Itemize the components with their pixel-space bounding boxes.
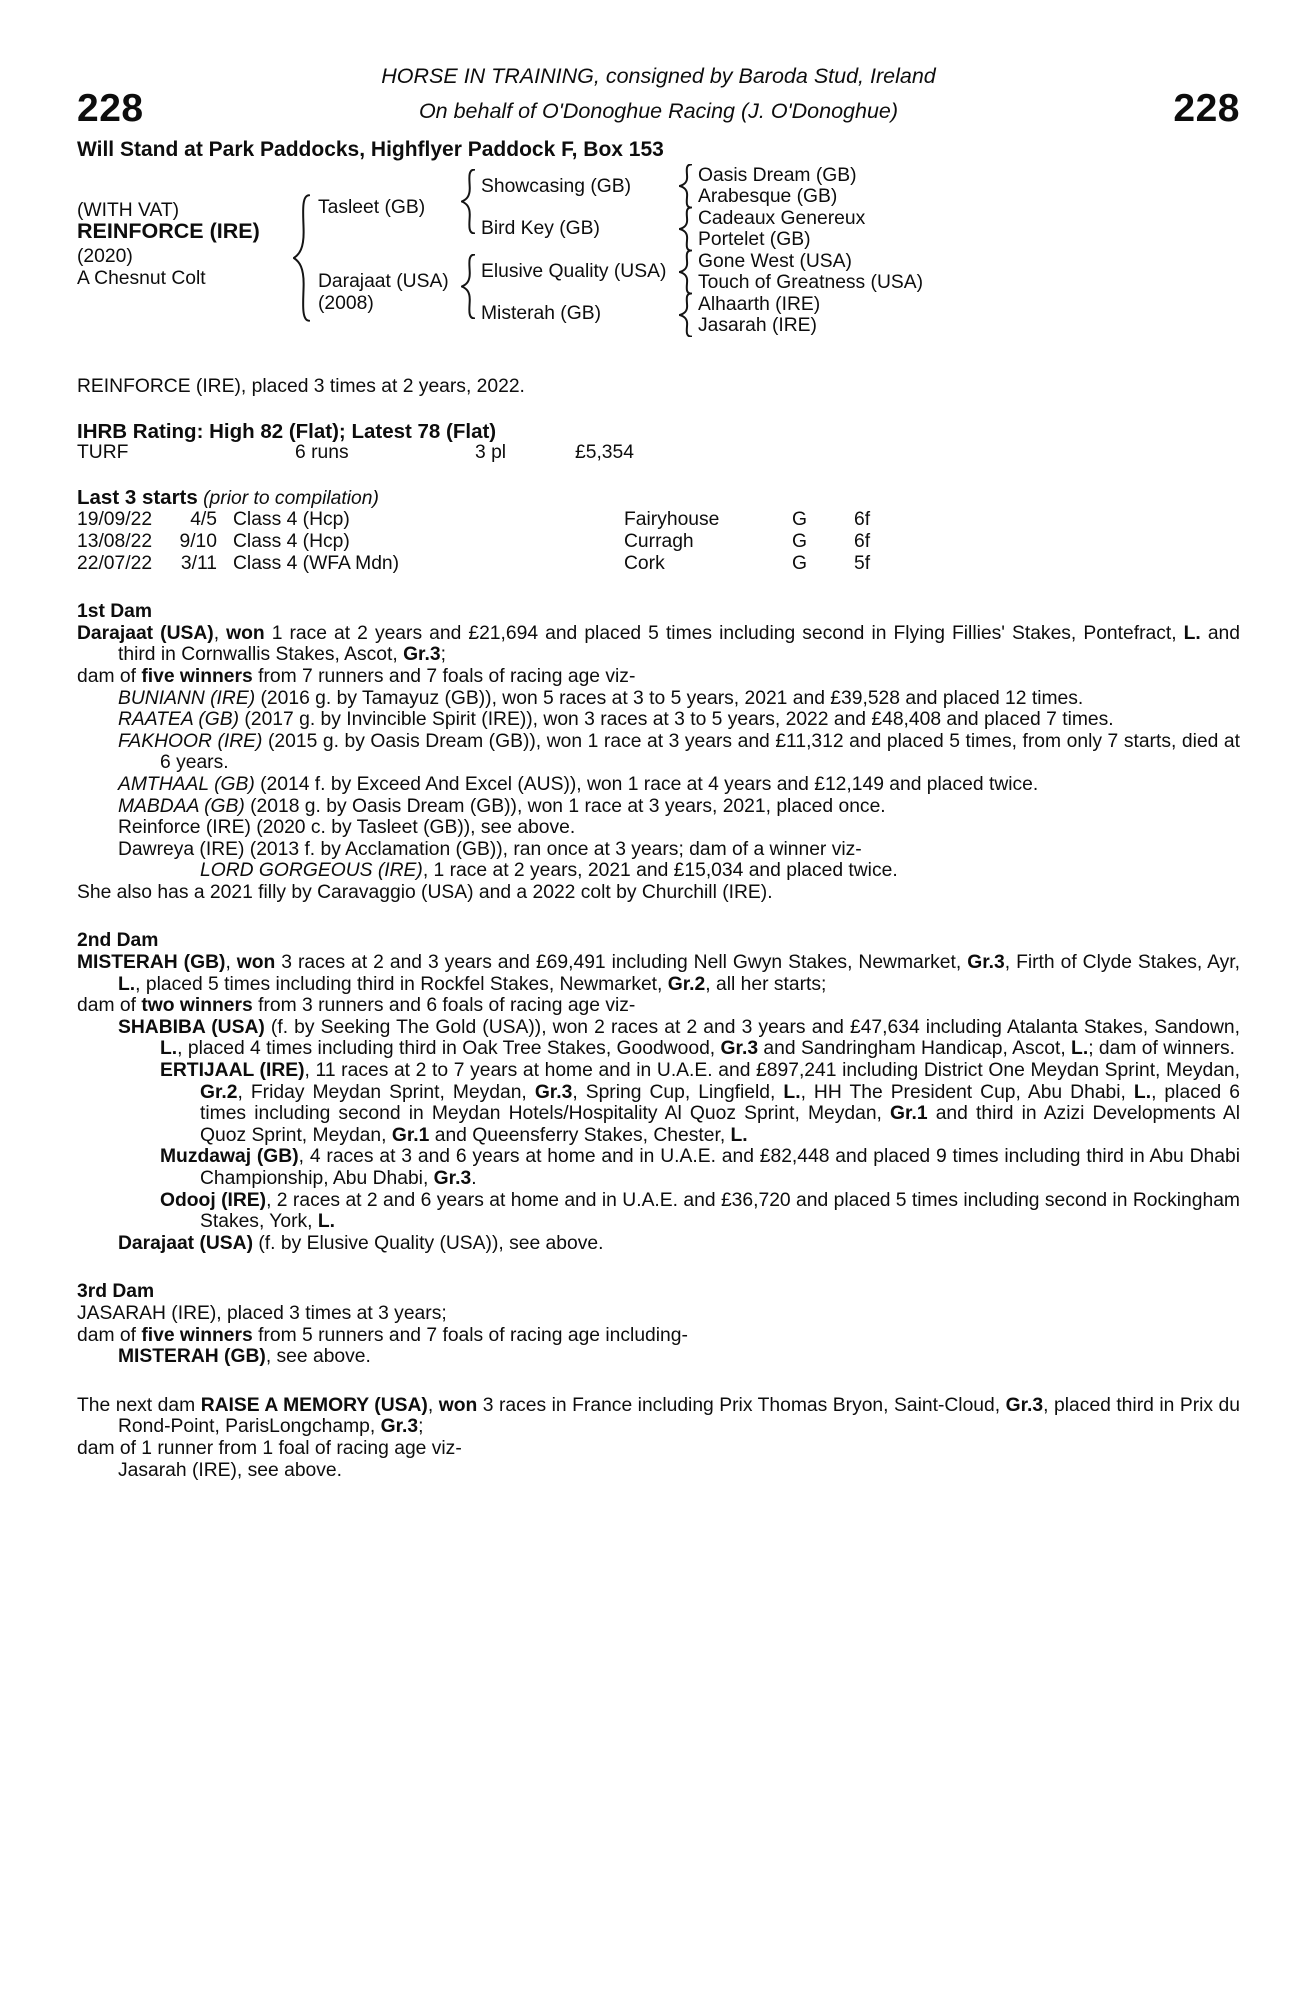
pedigree-paragraph: JASARAH (IRE), placed 3 times at 3 years; xyxy=(77,1302,447,1324)
stand-location-line: Will Stand at Park Paddocks, Highflyer Paddock F, Box 153 xyxy=(77,138,664,161)
start-dist: 6f xyxy=(854,530,871,552)
start-pos: 4/5 xyxy=(190,509,217,531)
race-start-row xyxy=(77,531,1240,553)
pedigree-paragraph: The next dam RAISE A MEMORY (USA), won 3 races in France including Prix Thomas Bryon, Saint-Cloud, Gr.3, placed third in Prix du Rond-Point, ParisLongchamp, Gr.3; xyxy=(77,1394,1240,1438)
start-race: Class 4 (Hcp) xyxy=(233,530,350,552)
dam-sire-dam: Touch of Greatness (USA) xyxy=(698,272,924,293)
pedigree-paragraph: ERTIJAAL (IRE), 11 races at 2 to 7 years at home and in U.A.E. and £897,241 including District One Meydan Sprint, Meydan, Gr.2, Friday Meydan Sprint, Meydan, Gr.3, Spring Cup, Lingfield, L., HH The President Cup, Abu Dhabi, L., placed 6 times including second in Meydan Hotels/Hospitality Al Quoz Sprint, Meydan, Gr.1 and third in Azizi Developments Al Quoz Sprint, Meydan, Gr.1 and Queensferry Stakes, Chester, L. xyxy=(160,1060,1240,1146)
pedigree-brace-gp3-icon xyxy=(679,250,692,294)
pedigree-paragraph: SHABIBA (USA) (f. by Seeking The Gold (USA)), won 2 races at 2 and 3 years and £47,634 including Atalanta Stakes, Sandown, L., placed 4 times including third in Oak Tree Stakes, Goodwood, Gr.3 and Sandringham Handicap, Ascot, L.; dam of winners. xyxy=(118,1016,1240,1060)
sire-sire-dam: Arabesque (GB) xyxy=(698,186,838,207)
pedigree-paragraph: Muzdawaj (GB), 4 races at 3 and 6 years at home and in U.A.E. and £82,448 and placed 9 times including third in Abu Dhabi Championship, Abu Dhabi, Gr.3. xyxy=(160,1146,1240,1189)
pedigree-paragraph: MABDAA (GB) (2018 g. by Oasis Dream (GB)), won 1 race at 3 years, 2021, placed once. xyxy=(118,795,886,817)
dam-section-heading: 2nd Dam xyxy=(77,930,159,952)
start-course: Cork xyxy=(624,552,665,574)
dam-section xyxy=(77,930,1240,1254)
dam-year: (2008) xyxy=(318,293,374,314)
subject-description: A Chesnut Colt xyxy=(77,268,206,289)
dam-sire-sire: Gone West (USA) xyxy=(698,251,852,272)
pedigree-paragraph: Darajaat (USA) (f. by Elusive Quality (USA)), see above. xyxy=(118,1232,604,1254)
dam-dam-name: Misterah (GB) xyxy=(481,303,601,324)
pedigree-paragraph: She also has a 2021 filly by Caravaggio (USA) and a 2022 colt by Churchill (IRE). xyxy=(77,881,773,903)
start-course: Fairyhouse xyxy=(624,509,720,531)
pedigree-paragraph: BUNIANN (IRE) (2016 g. by Tamayuz (GB)), won 5 races at 3 to 5 years, 2021 and £39,528 and placed 12 times. xyxy=(118,687,1084,709)
pedigree-paragraph: MISTERAH (GB), won 3 races at 2 and 3 years and £69,491 including Nell Gwyn Stakes, Newmarket, Gr.3, Firth of Clyde Stakes, Ayr, L., placed 5 times including third in Rockfel Stakes, Newmarket, Gr.2, all her starts; xyxy=(77,952,1240,995)
turf-summary-row xyxy=(77,442,1240,464)
pedigree-paragraph: Dawreya (IRE) (2013 f. by Acclamation (GB)), ran once at 3 years; dam of a winner viz- xyxy=(118,838,862,860)
runs-value: 6 runs xyxy=(295,442,349,464)
sire-dam-name: Bird Key (GB) xyxy=(481,218,600,239)
dam-sections xyxy=(77,601,1240,1481)
pedigree-paragraph: dam of 1 runner from 1 foal of racing age viz- xyxy=(77,1437,462,1459)
sire-name: Tasleet (GB) xyxy=(318,197,426,218)
pedigree-paragraph: dam of five winners from 7 runners and 7 foals of racing age viz- xyxy=(77,665,636,687)
consignment-line: HORSE IN TRAINING, consigned by Baroda Stud, Ireland xyxy=(381,64,936,88)
pedigree-paragraph: Odooj (IRE), 2 races at 2 and 6 years at home and in U.A.E. and £36,720 and placed 5 times including second in Rockingham Stakes, York, L. xyxy=(160,1189,1240,1233)
subject-year: (2020) xyxy=(77,246,133,267)
dam-name: Darajaat (USA) xyxy=(318,271,449,292)
pedigree-brace-gp2-icon xyxy=(679,207,692,251)
start-dist: 5f xyxy=(854,552,871,574)
dam-sire-name: Elusive Quality (USA) xyxy=(481,261,667,282)
sire-dam-dam: Portelet (GB) xyxy=(698,229,811,250)
start-going: G xyxy=(792,552,807,574)
sire-sire-name: Showcasing (GB) xyxy=(481,176,632,197)
dam-section-heading: 1st Dam xyxy=(77,601,153,623)
dam-section xyxy=(77,1395,1240,1481)
sire-sire-sire: Oasis Dream (GB) xyxy=(698,165,857,186)
race-start-row xyxy=(77,509,1240,531)
pedigree-paragraph: Jasarah (IRE), see above. xyxy=(118,1459,342,1481)
start-course: Curragh xyxy=(624,530,694,552)
start-date: 13/08/22 xyxy=(77,530,153,552)
dam-section-heading: 3rd Dam xyxy=(77,1281,155,1303)
dam-section xyxy=(77,601,1240,903)
pedigree-paragraph: MISTERAH (GB), see above. xyxy=(118,1346,371,1368)
pedigree-brace-gp4-icon xyxy=(679,293,692,337)
start-dist: 6f xyxy=(854,509,871,531)
pedigree-paragraph: LORD GORGEOUS (IRE), 1 race at 2 years, 2021 and £15,034 and placed twice. xyxy=(200,860,898,882)
race-start-row xyxy=(77,553,1240,575)
last-starts-heading xyxy=(77,487,1240,510)
pedigree-paragraph: Darajaat (USA), won 1 race at 2 years and £21,694 and placed 5 times including second in Flying Fillies' Stakes, Pontefract, L. and third in Cornwallis Stakes, Ascot, Gr.3; xyxy=(77,622,1240,666)
behalf-line: On behalf of O'Donoghue Racing (J. O'Donoghue) xyxy=(418,99,899,124)
lot-row xyxy=(77,87,1240,130)
pedigree-paragraph: dam of five winners from 5 runners and 7 foals of racing age including- xyxy=(77,1324,688,1346)
sire-dam-sire: Cadeaux Genereux xyxy=(698,208,866,229)
pedigree-brace-gp1-icon xyxy=(679,164,692,208)
pedigree-brace-sire-icon xyxy=(461,169,475,234)
pedigree-paragraph: dam of two winners from 3 runners and 6 foals of racing age viz- xyxy=(77,995,636,1017)
pedigree-tree xyxy=(77,164,1240,342)
pedigree-paragraph: AMTHAAL (GB) (2014 f. by Exceed And Excel (AUS)), won 1 race at 4 years and £12,149 and placed twice. xyxy=(118,773,1039,795)
pedigree-brace-gen1-icon xyxy=(293,194,310,322)
lot-number-left: 228 xyxy=(77,87,144,130)
last-starts-table xyxy=(77,509,1240,574)
start-date: 22/07/22 xyxy=(77,552,153,574)
subject-name: REINFORCE (IRE) xyxy=(77,219,260,243)
last-starts-note: (prior to compilation) xyxy=(203,487,379,509)
start-date: 19/09/22 xyxy=(77,509,153,531)
lot-number-right: 228 xyxy=(1173,87,1240,130)
pedigree-brace-dam-icon xyxy=(461,254,475,319)
start-going: G xyxy=(792,509,807,531)
surface-label: TURF xyxy=(77,442,129,464)
start-going: G xyxy=(792,530,807,552)
pedigree-paragraph: RAATEA (GB) (2017 g. by Invincible Spirit (IRE)), won 3 races at 3 to 5 years, 2022 and £48,408 and placed 7 times. xyxy=(118,709,1114,731)
placed-value: 3 pl xyxy=(475,442,507,464)
dam-dam-sire: Alhaarth (IRE) xyxy=(698,294,821,315)
earnings-value: £5,354 xyxy=(575,442,634,464)
vat-note: (WITH VAT) xyxy=(77,200,180,221)
race-summary: REINFORCE (IRE), placed 3 times at 2 years, 2022. xyxy=(77,376,525,397)
dam-dam-dam: Jasarah (IRE) xyxy=(698,315,817,336)
last-starts-title: Last 3 starts xyxy=(77,485,198,509)
dam-section xyxy=(77,1281,1240,1367)
pedigree-paragraph: FAKHOOR (IRE) (2015 g. by Oasis Dream (GB)), won 1 race at 3 years and £11,312 and placed 5 times, from only 7 starts, died at 6 years. xyxy=(118,730,1240,774)
start-pos: 3/11 xyxy=(180,552,217,574)
rating-line: IHRB Rating: High 82 (Flat); Latest 78 (Flat) xyxy=(77,419,497,443)
start-race: Class 4 (Hcp) xyxy=(233,509,350,531)
start-pos: 9/10 xyxy=(179,530,217,552)
pedigree-paragraph: Reinforce (IRE) (2020 c. by Tasleet (GB)), see above. xyxy=(118,817,576,839)
start-race: Class 4 (WFA Mdn) xyxy=(233,552,400,574)
